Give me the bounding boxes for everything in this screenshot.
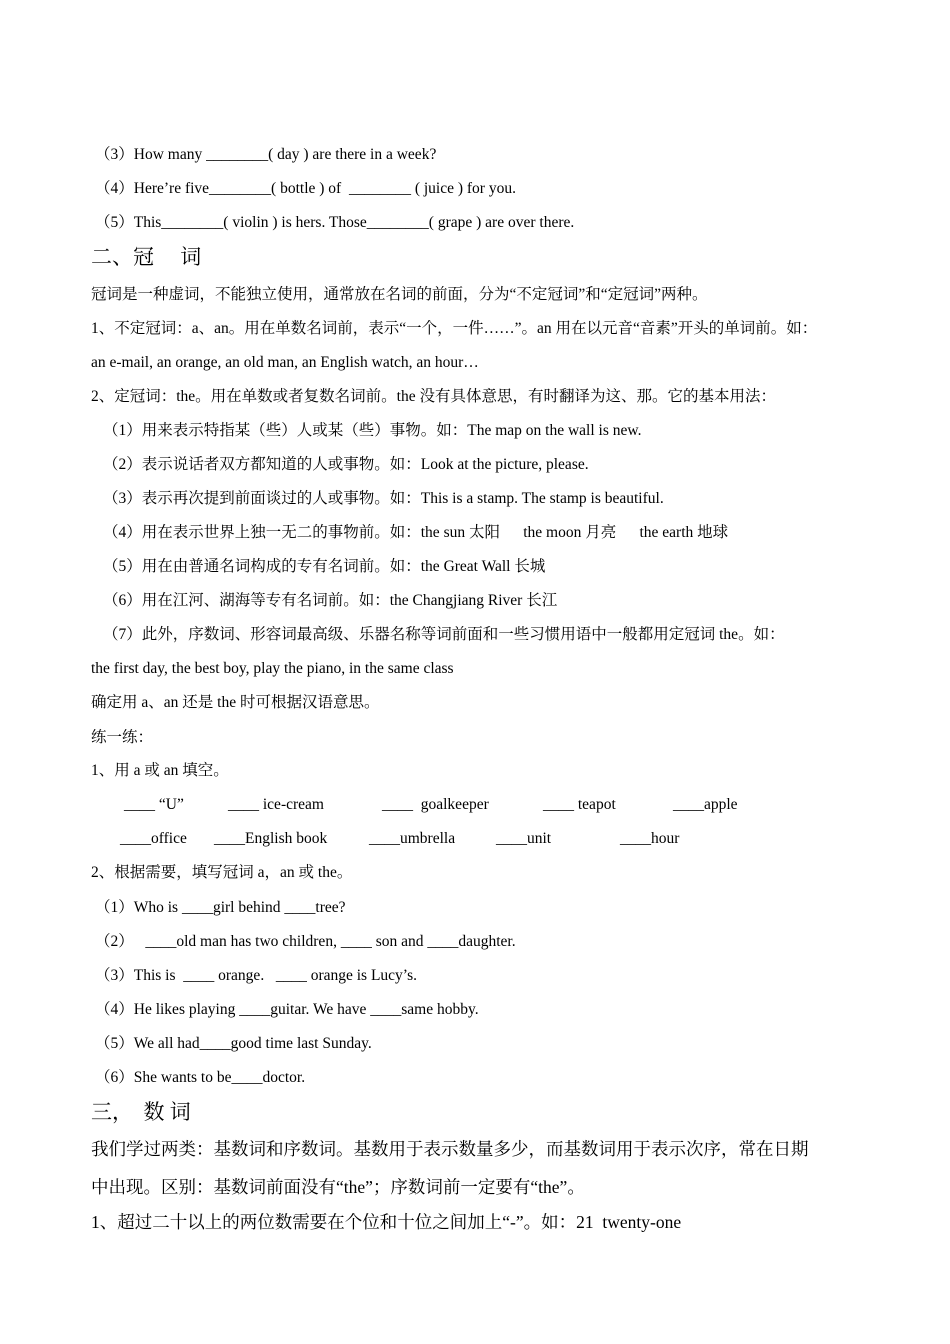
usage-item: （7）此外，序数词、形容词最高级、乐器名称等词前面和一些习惯用语中一般都用定冠词 the。如： bbox=[103, 626, 785, 643]
blank-item: ____English book bbox=[214, 830, 328, 847]
exercise-line: （3）How many ________( day ) are there in a week? bbox=[95, 146, 437, 163]
usage-item: （1）用来表示特指某（些）人或某（些）事物。如：The map on the wall is new. bbox=[103, 422, 642, 439]
exercise-line: （5）We all had____good time last Sunday. bbox=[95, 1035, 372, 1052]
usage-item: （5）用在由普通名词构成的专有名词前。如：the Great Wall 长城 bbox=[103, 558, 546, 575]
blank-item: ____office bbox=[120, 830, 187, 847]
blank-item: ____hour bbox=[620, 830, 680, 847]
usage-item: （3）表示再次提到前面谈过的人或事物。如：This is a stamp. The stamp is beautiful. bbox=[103, 490, 664, 507]
exercise-line: （4）Here’re five________( bottle ) of ________ ( juice ) for you. bbox=[95, 180, 516, 197]
exercise-title: 2、根据需要，填写冠词 a，an 或 the。 bbox=[91, 864, 353, 881]
paragraph: the first day, the best boy, play the piano, in the same class bbox=[91, 660, 454, 677]
paragraph: 中出现。区别：基数词前面没有“the”；序数词前一定要有“the”。 bbox=[91, 1177, 585, 1197]
exercise-line: （5）This________( violin ) is hers. Those________( grape ) are over there. bbox=[95, 214, 575, 231]
blank-item: ____apple bbox=[673, 796, 738, 813]
blank-item: ____ goalkeeper bbox=[382, 796, 489, 813]
section-heading-numerals: 三， 数 词 bbox=[91, 1100, 191, 1124]
exercise-line: （4）He likes playing ____guitar. We have ____same hobby. bbox=[95, 1001, 479, 1018]
section-heading-articles: 二、冠 词 bbox=[91, 245, 202, 269]
paragraph: 2、定冠词：the。用在单数或者复数名词前。the 没有具体意思，有时翻译为这、那。它的基本用法： bbox=[91, 388, 777, 405]
practice-label: 练一练： bbox=[91, 729, 154, 746]
paragraph: 我们学过两类：基数词和序数词。基数用于表示数量多少，而基数词用于表示次序，常在日期 bbox=[91, 1139, 809, 1159]
exercise-line: （1）Who is ____girl behind ____tree? bbox=[95, 899, 346, 916]
blank-item: ____ ice-cream bbox=[228, 796, 324, 813]
usage-item: （6）用在江河、湖海等专有名词前。如：the Changjiang River 长江 bbox=[103, 592, 558, 609]
blank-item: ____umbrella bbox=[369, 830, 456, 847]
exercise-line: （2） ____old man has two children, ____ son and ____daughter. bbox=[95, 933, 516, 950]
exercise-title: 1、用 a 或 an 填空。 bbox=[91, 762, 229, 779]
paragraph: 冠词是一种虚词，不能独立使用，通常放在名词的前面，分为“不定冠词”和“定冠词”两种。 bbox=[91, 286, 708, 303]
exercise-line: （6）She wants to be____doctor. bbox=[95, 1069, 306, 1086]
usage-item: （4）用在表示世界上独一无二的事物前。如：the sun 太阳 the moon 月亮 the earth 地球 bbox=[103, 524, 729, 541]
paragraph: 1、不定冠词：a、an。用在单数名词前，表示“一个，一件……”。an 用在以元音“音素”开头的单词前。如： bbox=[91, 320, 818, 337]
paragraph: 确定用 a、an 还是 the 时可根据汉语意思。 bbox=[91, 694, 380, 711]
blank-item: ____ teapot bbox=[543, 796, 616, 813]
usage-item: （2）表示说话者双方都知道的人或事物。如：Look at the picture, please. bbox=[103, 456, 589, 473]
paragraph: an e-mail, an orange, an old man, an English watch, an hour… bbox=[91, 354, 479, 371]
exercise-line: （3）This is ____ orange. ____ orange is Lucy’s. bbox=[95, 967, 418, 984]
paragraph: 1、超过二十以上的两位数需要在个位和十位之间加上“-”。如：21 twenty-one bbox=[91, 1212, 682, 1232]
blank-item: ____ “U” bbox=[124, 796, 184, 813]
blank-item: ____unit bbox=[496, 830, 552, 847]
